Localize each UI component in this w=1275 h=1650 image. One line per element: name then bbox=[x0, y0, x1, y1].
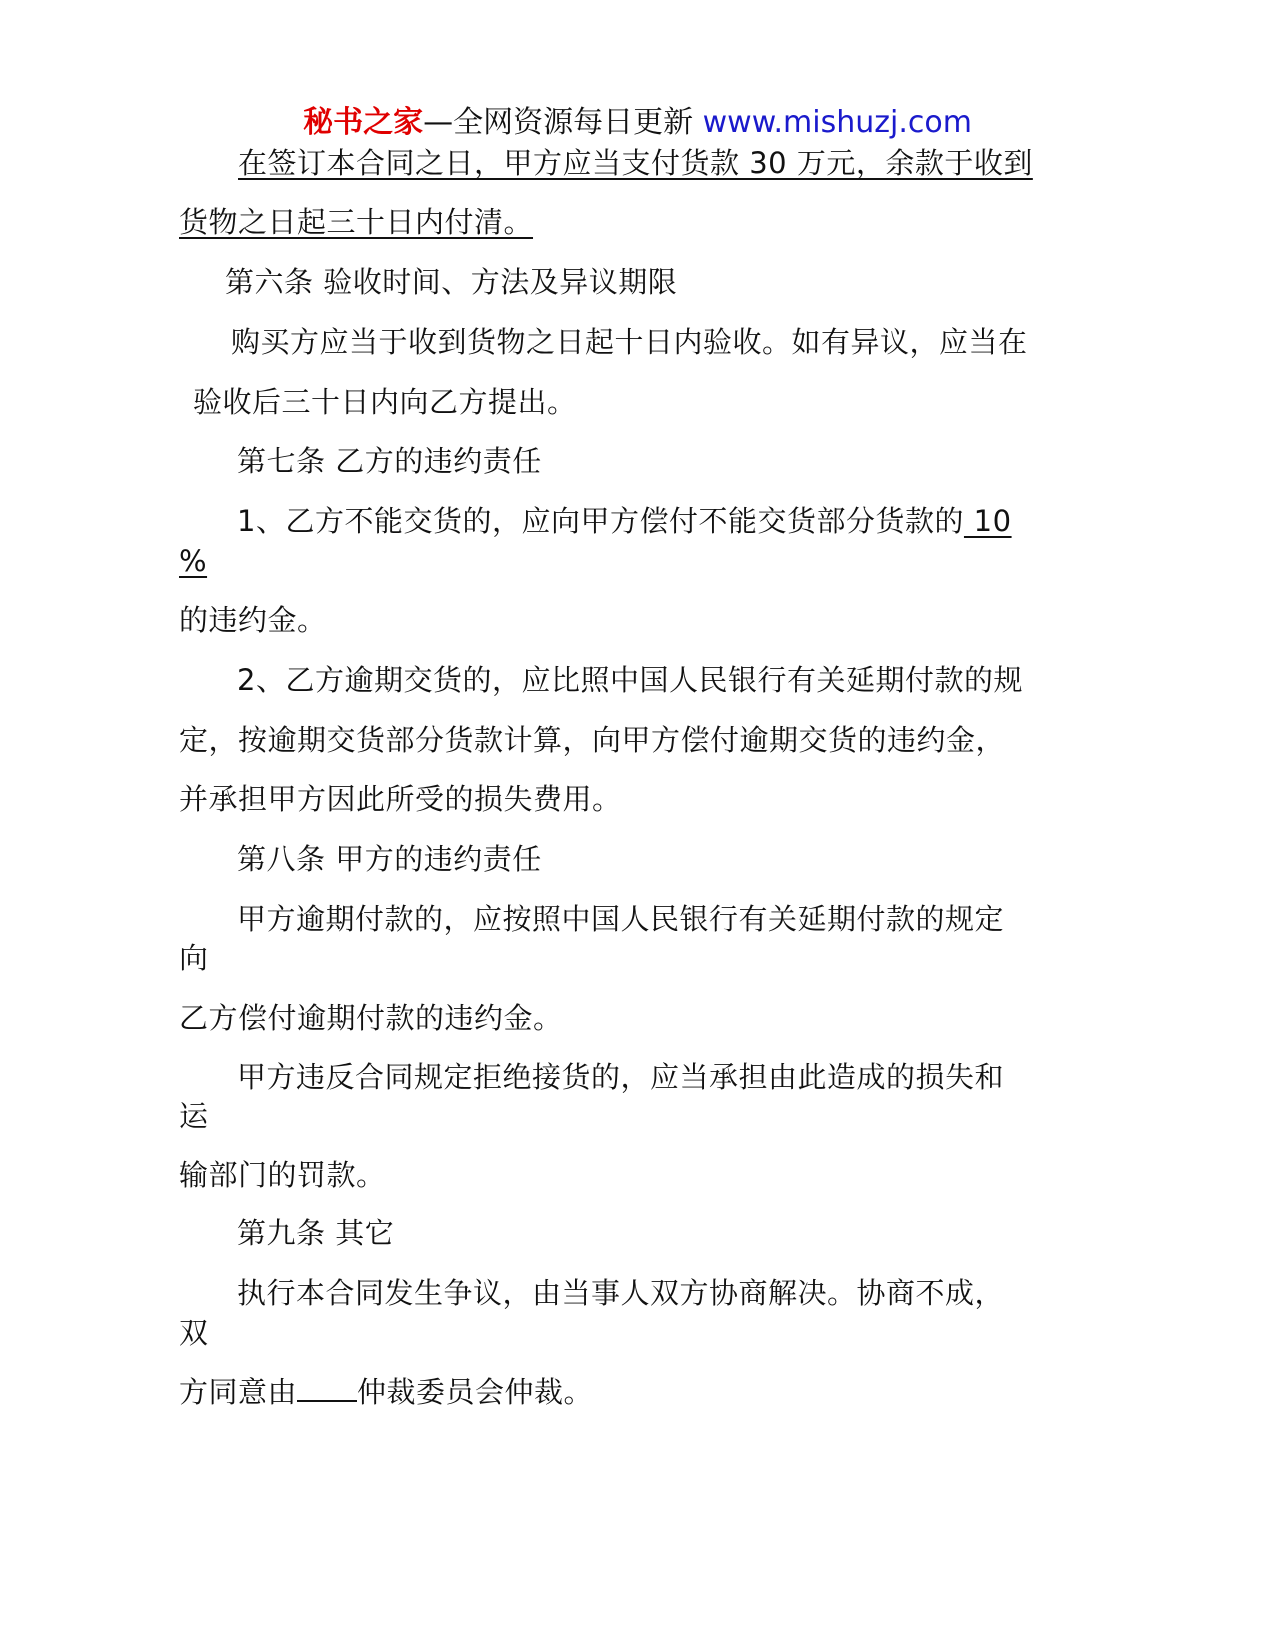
article-6-para-line-1: 购买方应当于收到货物之日起十日内验收。如有异议，应当在 bbox=[231, 325, 1028, 359]
article-9-para-line-3 bbox=[179, 1372, 593, 1412]
article-6-para-line-2: 验收后三十日内向乙方提出。 bbox=[193, 385, 577, 419]
article-9-para-line-2: 双 bbox=[179, 1316, 209, 1350]
article-8-para-2-line-2: 运 bbox=[179, 1099, 209, 1133]
article-7-item-1-line-3: 的违约金。 bbox=[179, 603, 327, 637]
arbitration-body-blank bbox=[297, 1374, 357, 1402]
header-slogan: —全网资源每日更新 bbox=[423, 105, 694, 140]
article-6-title: 第六条 验收时间、方法及异议期限 bbox=[225, 265, 678, 299]
article-9-para-line-1: 执行本合同发生争议，由当事人双方协商解决。协商不成， bbox=[237, 1276, 1005, 1310]
article-8-para-2-line-1: 甲方违反合同规定拒绝接货的，应当承担由此造成的损失和 bbox=[237, 1060, 1005, 1094]
article-7-title: 第七条 乙方的违约责任 bbox=[237, 444, 542, 478]
article-8-para-1-line-2: 向 bbox=[179, 941, 209, 975]
article-7-item-2-line-2: 定，按逾期交货部分货款计算，向甲方偿付逾期交货的违约金， bbox=[179, 723, 1006, 757]
penalty-rate-value: 10 bbox=[963, 504, 1012, 538]
article-7-item-1-line-1 bbox=[237, 501, 1032, 541]
header-url[interactable]: www.mishuzj.com bbox=[702, 105, 972, 140]
arbitration-prefix: 方同意由 bbox=[179, 1375, 298, 1409]
payment-line-1: 在签订本合同之日，甲方应当支付货款 30 万元，余款于收到 bbox=[238, 146, 1033, 180]
article-7-item-1-text: 1、乙方不能交货的，应向甲方偿付不能交货部分货款的 bbox=[237, 504, 964, 538]
brand-name: 秘书之家 bbox=[303, 105, 424, 140]
payment-line-2: 货物之日起三十日内付清。 bbox=[179, 205, 534, 239]
article-7-item-2-line-1: 2、乙方逾期交货的，应比照中国人民银行有关延期付款的规 bbox=[237, 663, 1023, 697]
article-9-title: 第九条 其它 bbox=[237, 1216, 395, 1250]
penalty-rate-percent: % bbox=[179, 544, 208, 578]
article-8-title: 第八条 甲方的违约责任 bbox=[237, 842, 542, 876]
article-8-para-2-line-3: 输部门的罚款。 bbox=[179, 1158, 386, 1192]
arbitration-suffix: 仲裁委员会仲裁。 bbox=[357, 1375, 594, 1409]
article-8-para-1-line-3: 乙方偿付逾期付款的违约金。 bbox=[179, 1001, 563, 1035]
article-8-para-1-line-1: 甲方逾期付款的，应按照中国人民银行有关延期付款的规定 bbox=[237, 902, 1005, 936]
article-7-item-2-line-3: 并承担甲方因此所受的损失费用。 bbox=[179, 782, 622, 816]
page-header bbox=[0, 103, 1275, 143]
